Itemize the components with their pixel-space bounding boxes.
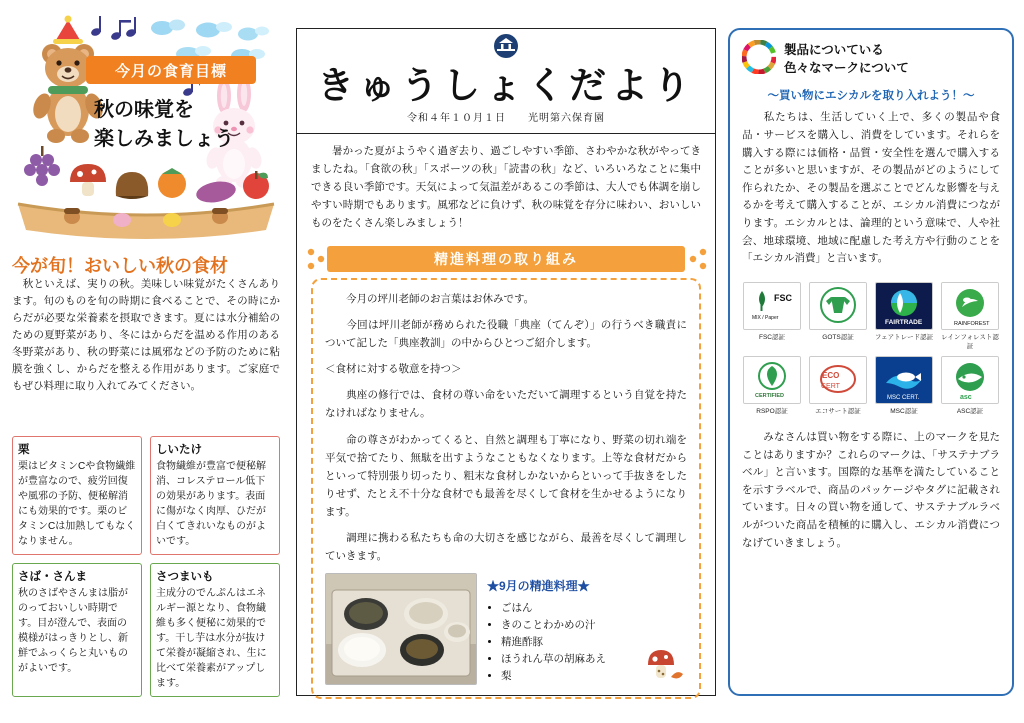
food-card-row <box>12 436 280 555</box>
goal-text <box>94 96 269 154</box>
article-paragraph: 調理に携わる私たちも命の大切さを感じながら、最善を尽くして調理していきます。 <box>325 531 687 562</box>
center-column <box>296 28 716 696</box>
newsletter-date-and-school: 令和４年１０月１日 光明第六保育園 <box>407 113 605 124</box>
right-column <box>728 28 1014 696</box>
certification-mark <box>940 356 1000 415</box>
mark-caption: MSC認証 <box>890 407 918 415</box>
meal-photo <box>325 573 477 685</box>
right-body-paragraph-1: 私たちは、生活していく上で、多くの製品や食品・サービスを購入し、消費をしています。それらを購入する際には価格・品質・安全性を選んで購入することが多いと思いますが、その製品がどのようにして作られたか、その製品を選ぶことでどんな影響を与えるかを考えて購入することが、エシカル消費につながります。エシカルとは、論理的という意味で、人や社会、地球環境、地域に配慮した考え方や行動のことを「エシカル消費」と言います。 <box>742 111 1000 265</box>
meal-photo-image-icon <box>326 574 476 684</box>
right-subtitle: 〜買い物にエシカルを取り入れよう！〜 <box>767 90 975 103</box>
article-paragraph: 今月の坪川老師のお言葉はお休みです。 <box>335 293 535 306</box>
right-title-line1: 製品についている <box>784 43 884 57</box>
masthead <box>297 29 715 134</box>
mushroom-decoration-icon <box>645 647 685 685</box>
svg-text:CERT: CERT <box>821 382 840 390</box>
certification-mark <box>808 356 868 415</box>
rspo-logo-icon <box>743 356 801 404</box>
right-title <box>784 40 909 77</box>
svg-text:FSC: FSC <box>774 292 792 303</box>
food-card <box>150 436 280 555</box>
certification-mark <box>742 282 802 350</box>
menu-item: • きのことわかめの汁 <box>501 617 687 634</box>
food-card <box>12 563 142 697</box>
svg-text:MIX / Paper: MIX / Paper <box>752 314 779 321</box>
mark-caption: エコサート認証 <box>815 407 861 415</box>
menu-item: • ごはん <box>501 600 687 617</box>
food-card-desc: 主成分のでんぷんはエネルギー源となり、食物繊維も多く便秘に効果的です。干し芋は水分が抜けて栄養が凝縮され、生に比べて栄養素がアップします。 <box>156 588 267 689</box>
certification-marks <box>742 282 1000 415</box>
fsc-logo-icon <box>743 282 801 330</box>
food-education-goal-banner <box>86 56 256 84</box>
mark-caption: フェアトレード認証 <box>874 333 934 341</box>
goal-text-line1: 秋の味覚を <box>94 99 194 121</box>
lead-paragraph: 暑かった夏がようやく過ぎ去り、過ごしやすい季節、さわやかな秋がやってきましたね。「食欲の秋」「スポーツの秋」「読書の秋」など、いろいろなことに集中できる良い季節です。天気によって気温差があるこの季節は、大人でも体調を崩しやすい時期でもあります。風邪などに負けず、秋の味覚を存分に味わい、おいしいものをたくさん楽しみましょう！ <box>311 145 701 230</box>
food-card <box>12 436 142 555</box>
seasonal-ingredients-body: 秋といえば、実りの秋。美味しい味覚がたくさんあります。旬のものを旬の時期に食べることで、その時にからだが必要な栄養素を摂取できます。夏には水分補給のための夏野菜があり、冬にはからだを温める作用のある冬野菜があり、秋の野菜には風邪などの予防のために粘膜を強くし、からだを整える作用があります。ご家庭でもぜひ料理に取り入れてみてください。 <box>12 278 280 392</box>
asc-logo-icon <box>941 356 999 404</box>
rainforest-alliance-logo-icon <box>941 282 999 330</box>
shojin-article-box <box>311 278 701 699</box>
food-card-grid <box>12 436 280 705</box>
right-header <box>742 40 1000 77</box>
food-card <box>150 563 280 697</box>
left-column <box>12 14 280 708</box>
food-card-name: しいたけ <box>156 444 202 456</box>
food-card-row <box>12 563 280 697</box>
certification-mark-row <box>742 356 1000 415</box>
food-card-name: さば・さんま <box>18 571 87 583</box>
menu-section <box>325 573 687 685</box>
section-banner-label: 精進料理の取り組み <box>327 246 685 272</box>
right-body-paragraph-2: みなさんは買い物をする際に、上のマークを見たことはありますか？これらのマークは、「サステナブラベル」と言います。国際的な基準を満たしていることを示すラベルで、商品のパッケージやタグに記載されています。日々の買い物を通して、サステナブルラベルがついた商品を積極的に購入し、エシカル消費につなげていきましょう。 <box>742 430 1000 549</box>
fairtrade-logo-icon <box>875 282 933 330</box>
menu-title: ★9月の精進料理★ <box>487 578 590 593</box>
svg-text:MSC CERT.: MSC CERT. <box>887 394 920 401</box>
certification-mark <box>874 282 934 350</box>
msc-logo-icon <box>875 356 933 404</box>
food-card-name: 栗 <box>18 444 30 456</box>
certification-mark <box>808 282 868 350</box>
food-card-desc: 秋のさばやさんまは脂がのっておいしい時期です。目が澄んで、表面の模様がはっきりとし、新鮮でふっくらと丸いものがよいです。 <box>18 588 128 674</box>
svg-text:FAIRTRADE: FAIRTRADE <box>885 318 923 326</box>
article-paragraph: 典座の修行では、食材の尊い命をいただいて調理するという自覚を持たなければなりません。 <box>325 389 687 420</box>
menu-item: • 梨 <box>501 668 687 685</box>
menu-item: • 精進酢豚 <box>501 634 687 651</box>
newsletter-title: きゅうしょくだより <box>317 63 695 107</box>
right-title-line2: 色々なマークについて <box>784 61 909 76</box>
goal-banner-label: 今月の食育目標 <box>114 62 227 80</box>
sdg-wheel-icon <box>742 40 776 74</box>
gots-logo-icon <box>809 282 867 330</box>
svg-text:asc: asc <box>960 393 972 401</box>
mark-caption: FSC認証 <box>759 333 785 341</box>
center-body <box>297 134 715 699</box>
food-card-name: さつまいも <box>156 571 214 583</box>
article-subheading: ＜食材に対する敬意を持つ＞ <box>325 363 462 376</box>
article-paragraph: 命の尊さがわかってくると、自然と調理も丁寧になり、野菜の切れ端を平気で捨てたり、無駄を出すようなこともなくなります。上等な食材だからといって特別張り切ったり、粗末な食材しかないからといって手抜きをしたりせず、たとえ不十分な食材でも最善を尽くして食材を生かせるようになります。 <box>325 433 687 518</box>
section-banner <box>311 246 701 272</box>
seasonal-ingredients-heading: 今が旬！おいしい秋の食材 <box>12 256 228 276</box>
certification-mark <box>874 356 934 415</box>
svg-text:ECO: ECO <box>822 370 840 380</box>
mark-caption: RSPO認証 <box>756 407 788 415</box>
goal-text-line2: 楽しみましょう <box>94 128 234 150</box>
menu-list-column <box>487 573 687 685</box>
svg-text:RAINFOREST: RAINFOREST <box>954 320 990 327</box>
food-card-desc: 食物繊維が豊富で便秘解消、コレステロール低下の効果があります。表面に傷がなく肉厚、ひだが白くてきれいなものがよいです。 <box>156 461 266 547</box>
article-paragraph: 今回は坪川老師が務められた役職「典座（てんぞ）」の行うべき職責について記した「典座教訓」の中からひとつご紹介します。 <box>325 319 687 350</box>
mark-caption: GOTS認証 <box>822 333 854 341</box>
certification-mark <box>742 356 802 415</box>
mark-caption: ASC認証 <box>956 407 984 415</box>
svg-text:CERTIFIED: CERTIFIED <box>755 392 785 399</box>
certification-mark <box>940 282 1000 350</box>
mark-caption: レインフォレスト認証 <box>941 333 999 350</box>
ecocert-logo-icon <box>809 356 867 404</box>
menu-item: • ほうれん草の胡麻あえ <box>501 651 687 668</box>
food-card-desc: 栗はビタミンCや食物繊維が豊富なので、疲労回復や風邪の予防、便秘解消にも効果的です。栗のビタミンCは加熱してもなくなりません。 <box>18 461 136 547</box>
certification-mark-row <box>742 282 1000 350</box>
